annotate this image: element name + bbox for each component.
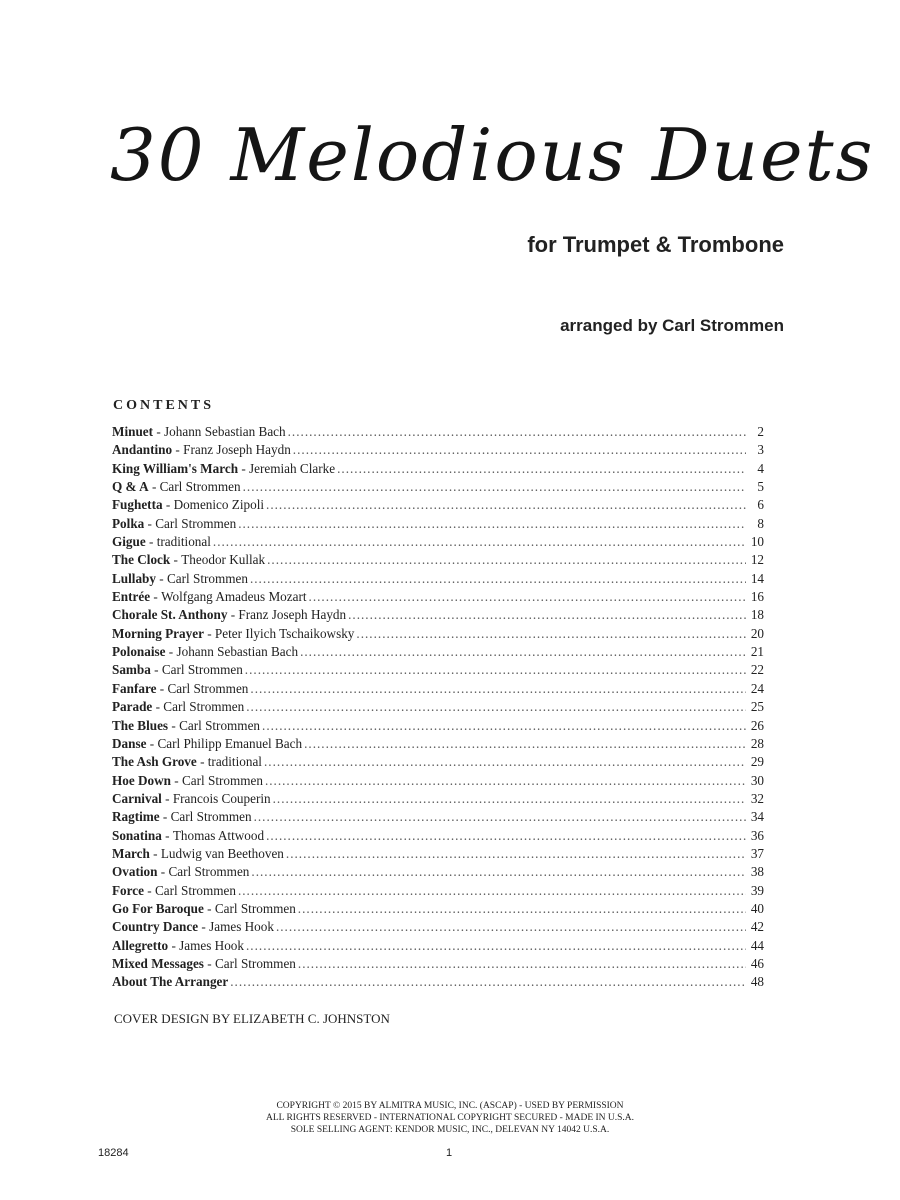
toc-separator: - <box>165 644 177 660</box>
toc-entry-composer: Carl Philipp Emanuel Bach <box>157 735 303 751</box>
toc-entry-page: 10 <box>750 534 764 550</box>
toc-dot-leader <box>276 919 746 935</box>
toc-dot-leader <box>266 828 746 844</box>
page-number: 1 <box>446 1147 453 1159</box>
toc-dot-leader <box>250 681 746 697</box>
toc-entry-page: 14 <box>750 570 764 586</box>
toc-entry-composer: Franz Joseph Haydn <box>238 607 347 623</box>
toc-separator: - <box>196 754 208 770</box>
toc-entry-composer: Ludwig van Beethoven <box>160 845 284 861</box>
toc-separator: - <box>149 845 161 861</box>
toc-separator: - <box>203 625 215 641</box>
toc-entry-composer: Wolfgang Amadeus Mozart <box>161 589 307 605</box>
toc-entry-title: About The Arranger <box>112 974 229 990</box>
toc-entry <box>112 828 764 846</box>
toc-dot-leader <box>238 516 746 532</box>
toc-separator: - <box>162 497 174 513</box>
toc-separator: - <box>144 515 156 531</box>
toc-entry-page: 22 <box>750 662 764 678</box>
toc-dot-leader <box>298 901 746 917</box>
toc-entry <box>112 589 764 607</box>
toc-entry-page: 32 <box>750 790 764 806</box>
toc-separator: - <box>168 717 180 733</box>
toc-dot-leader <box>213 534 746 550</box>
toc-entry-title: Hoe Down <box>112 772 171 788</box>
book-subtitle: for Trumpet & Trombone <box>527 232 784 257</box>
toc-entry-page: 30 <box>750 772 764 788</box>
toc-entry <box>112 534 764 552</box>
toc-entry-page: 38 <box>750 864 764 880</box>
toc-entry <box>112 681 764 699</box>
toc-dot-leader <box>230 974 746 990</box>
toc-entry-title: King William's March <box>112 460 239 476</box>
copyright-line: SOLE SELLING AGENT: KENDOR MUSIC, INC., DELEVAN NY 14042 U.S.A. <box>290 1125 610 1135</box>
toc-entry-composer: Jeremiah Clarke <box>249 460 336 476</box>
toc-entry-title: Danse <box>112 735 147 751</box>
toc-entry-title: Fughetta <box>112 497 163 513</box>
toc-dot-leader <box>267 552 746 568</box>
toc-entry-page: 48 <box>750 974 764 990</box>
toc-entry <box>112 699 764 717</box>
toc-entry-page: 34 <box>750 809 764 825</box>
toc-separator: - <box>152 699 164 715</box>
toc-entry-composer: Franz Joseph Haydn <box>183 442 291 458</box>
toc-entry-page: 29 <box>750 754 764 770</box>
toc-entry-title: Minuet <box>112 424 154 439</box>
toc-dot-leader <box>246 938 746 954</box>
toc-dot-leader <box>250 571 746 587</box>
toc-entry-page: 46 <box>750 955 764 971</box>
book-title: 30 Melodious Duets <box>110 113 875 197</box>
toc-entry <box>112 919 764 937</box>
toc-entry-page: 37 <box>750 845 764 861</box>
toc-entry-page: 8 <box>757 515 764 531</box>
toc-entry <box>112 938 764 956</box>
toc-separator: - <box>203 900 215 916</box>
toc-entry-title: The Blues <box>112 717 169 733</box>
toc-entry <box>112 571 764 589</box>
toc-entry-title: Q & A <box>112 479 149 495</box>
toc-entry-title: Polka <box>112 515 145 531</box>
toc-entry <box>112 956 764 974</box>
toc-entry-composer: Peter Ilyich Tschaikowsky <box>214 625 355 641</box>
toc-entry <box>112 754 764 772</box>
toc-dot-leader <box>288 424 746 440</box>
toc-dot-leader <box>254 809 746 825</box>
toc-entry-composer: traditional <box>156 534 211 550</box>
toc-entry <box>112 791 764 809</box>
toc-entry-composer: Carl Strommen <box>159 479 241 495</box>
toc-entry-page: 39 <box>750 882 764 898</box>
toc-dot-leader <box>245 662 746 678</box>
toc-entry-title: Lullaby <box>112 570 156 586</box>
toc-separator: - <box>153 424 165 439</box>
toc-dot-leader <box>300 644 746 660</box>
toc-separator: - <box>170 552 182 568</box>
toc-entry <box>112 626 764 644</box>
toc-entry-title: Fanfare <box>112 680 157 696</box>
toc-entry-composer: Carl Strommen <box>161 662 243 678</box>
toc-entry-composer: Theodor Kullak <box>181 552 266 568</box>
toc-entry <box>112 662 764 680</box>
toc-separator: - <box>203 955 215 971</box>
toc-entry <box>112 864 764 882</box>
copyright-notice <box>0 1100 900 1136</box>
toc-dot-leader <box>265 773 746 789</box>
toc-dot-leader <box>309 589 746 605</box>
toc-separator: - <box>170 772 182 788</box>
toc-entry-title: Morning Prayer <box>112 625 204 641</box>
toc-entry-composer: Carl Strommen <box>167 680 249 696</box>
toc-entry <box>112 718 764 736</box>
toc-entry-composer: Francois Couperin <box>172 790 271 806</box>
toc-entry-title: Entrée <box>112 589 151 605</box>
toc-entry-composer: Thomas Attwood <box>172 827 265 843</box>
catalog-number: 18284 <box>98 1147 129 1159</box>
toc-entry-title: Samba <box>112 662 151 678</box>
toc-separator: - <box>150 662 162 678</box>
toc-entry-title: Force <box>112 882 144 898</box>
toc-entry <box>112 809 764 827</box>
toc-dot-leader <box>348 607 746 623</box>
copyright-line: COPYRIGHT © 2015 BY ALMITRA MUSIC, INC. (ASCAP) - USED BY PERMISSION <box>276 1101 624 1111</box>
toc-entry-composer: Carl Strommen <box>214 900 296 916</box>
toc-dot-leader <box>243 479 746 495</box>
toc-dot-leader <box>266 497 746 513</box>
toc-entry-title: Go For Baroque <box>112 900 204 916</box>
toc-entry <box>112 974 764 992</box>
copyright-line: ALL RIGHTS RESERVED - INTERNATIONAL COPYRIGHT SECURED - MADE IN U.S.A. <box>265 1113 635 1123</box>
toc-dot-leader <box>304 736 746 752</box>
toc-entry-title: Carnival <box>112 790 162 806</box>
toc-entry-composer: traditional <box>207 754 262 770</box>
toc-separator: - <box>168 937 180 953</box>
toc-entry-page: 40 <box>750 900 764 916</box>
toc-entry-page: 44 <box>750 937 764 953</box>
toc-entry-page: 24 <box>750 680 764 696</box>
toc-entry <box>112 516 764 534</box>
toc-dot-leader <box>293 442 746 458</box>
toc-dot-leader <box>273 791 746 807</box>
toc-entry-title: Andantino <box>112 442 173 458</box>
cover-design-credit: COVER DESIGN BY ELIZABETH C. JOHNSTON <box>114 1011 390 1026</box>
toc-dot-leader <box>264 754 746 770</box>
toc-entry-page: 12 <box>750 552 764 568</box>
toc-entry-page: 42 <box>750 919 764 935</box>
toc-entry <box>112 442 764 460</box>
toc-entry <box>112 773 764 791</box>
contents-heading: CONTENTS <box>113 398 215 413</box>
toc-entry-title: Ovation <box>112 864 158 880</box>
toc-entry-page: 2 <box>757 424 764 439</box>
toc-entry <box>112 846 764 864</box>
toc-dot-leader <box>238 883 746 899</box>
toc-entry-page: 28 <box>750 735 764 751</box>
toc-entry-title: Parade <box>112 699 153 715</box>
toc-entry <box>112 736 764 754</box>
toc-dot-leader <box>246 699 746 715</box>
toc-entry-composer: Carl Strommen <box>179 717 261 733</box>
toc-entry <box>112 479 764 497</box>
toc-entry-title: Ragtime <box>112 809 160 825</box>
toc-entry-title: The Clock <box>112 552 171 568</box>
toc-entry-composer: Johann Sebastian Bach <box>176 644 299 660</box>
toc-entry-composer: Carl Strommen <box>214 955 296 971</box>
toc-entry-composer: Carl Strommen <box>163 699 245 715</box>
toc-separator: - <box>148 479 160 495</box>
toc-entry-title: Allegretto <box>112 937 169 953</box>
toc-entry-title: Mixed Messages <box>112 955 204 971</box>
toc-entry <box>112 552 764 570</box>
toc-dot-leader <box>251 864 746 880</box>
toc-entry <box>112 461 764 479</box>
toc-separator: - <box>155 570 167 586</box>
toc-separator: - <box>172 442 184 458</box>
toc-entry <box>112 883 764 901</box>
toc-entry-title: Sonatina <box>112 827 162 843</box>
table-of-contents <box>112 424 764 993</box>
toc-entry-page: 20 <box>750 625 764 641</box>
toc-separator: - <box>145 534 157 550</box>
toc-entry <box>112 424 764 442</box>
toc-entry-title: Chorale St. Anthony <box>112 607 228 623</box>
toc-entry <box>112 644 764 662</box>
toc-separator: - <box>146 735 158 751</box>
toc-entry-composer: James Hook <box>179 937 244 953</box>
toc-entry-page: 21 <box>750 644 764 660</box>
toc-entry-composer: Carl Strommen <box>166 570 248 586</box>
toc-separator: - <box>159 809 171 825</box>
toc-dot-leader <box>298 956 746 972</box>
toc-entry <box>112 901 764 919</box>
toc-dot-leader <box>356 626 746 642</box>
toc-entry-title: Country Dance <box>112 919 199 935</box>
toc-separator: - <box>198 919 210 935</box>
toc-entry-title: March <box>112 845 150 861</box>
toc-entry-page: 26 <box>750 717 764 733</box>
toc-entry-composer: Carl Strommen <box>155 515 237 531</box>
toc-entry-page: 16 <box>750 589 764 605</box>
toc-entry-page: 6 <box>757 497 764 513</box>
toc-entry-composer: Domenico Zipoli <box>173 497 265 513</box>
toc-entry-page: 3 <box>757 442 764 458</box>
toc-entry-composer: Carl Strommen <box>154 882 236 898</box>
toc-entry-title: Gigue <box>112 534 146 550</box>
toc-entry-page: 4 <box>757 460 764 476</box>
toc-entry-composer: Carl Strommen <box>168 864 250 880</box>
toc-separator: - <box>227 607 239 623</box>
toc-entry-page: 25 <box>750 699 764 715</box>
toc-dot-leader <box>337 461 746 477</box>
toc-separator: - <box>156 680 168 696</box>
toc-entry-page: 18 <box>750 607 764 623</box>
toc-entry-composer: Carl Strommen <box>170 809 252 825</box>
toc-separator: - <box>238 460 250 476</box>
toc-entry-title: The Ash Grove <box>112 754 197 770</box>
toc-separator: - <box>150 589 162 605</box>
toc-separator: - <box>157 864 169 880</box>
toc-separator: - <box>143 882 155 898</box>
toc-entry-page: 36 <box>750 827 764 843</box>
toc-entry-page: 5 <box>757 479 764 495</box>
toc-entry-composer: Johann Sebastian Bach <box>164 424 286 439</box>
toc-entry <box>112 607 764 625</box>
toc-entry-title: Polonaise <box>112 644 166 660</box>
arranger-credit: arranged by Carl Strommen <box>560 316 784 335</box>
toc-dot-leader <box>286 846 746 862</box>
toc-dot-leader <box>262 718 746 734</box>
toc-entry-composer: James Hook <box>209 919 274 935</box>
toc-entry <box>112 497 764 515</box>
toc-entry-composer: Carl Strommen <box>181 772 263 788</box>
toc-separator: - <box>161 790 173 806</box>
toc-separator: - <box>161 827 173 843</box>
